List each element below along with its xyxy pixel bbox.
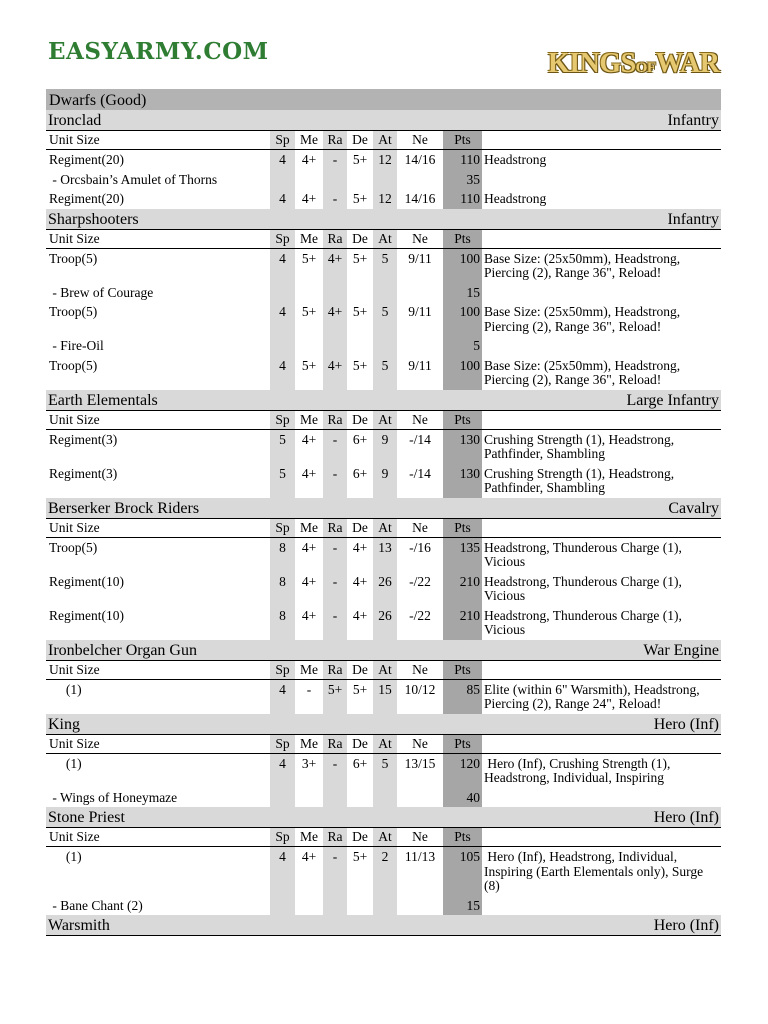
points: 100 (443, 249, 482, 283)
stat-me: 4+ (301, 465, 317, 481)
stat-ne: 9/11 (408, 357, 432, 373)
special-rules: Headstrong, Thunderous Charge (1), Vicious (484, 539, 685, 569)
upgrade-row (46, 788, 721, 808)
unit-name: Warsmith (48, 917, 110, 934)
stat-ne: -/14 (409, 465, 431, 481)
points: 210 (443, 606, 482, 640)
special-rules: Headstrong, Thunderous Charge (1), Vicious (484, 607, 685, 637)
unit-row (46, 356, 721, 390)
stat-sp: 4 (270, 356, 295, 390)
col-me: Me (300, 411, 318, 427)
unit-type: War Engine (643, 641, 719, 659)
special-rules: Hero (Inf), Crushing Strength (1), Headstrong, Individual, Inspiring (484, 755, 674, 785)
stat-ne: -/16 (409, 539, 431, 555)
col-unit-size: Unit Size (49, 829, 100, 844)
col-at: At (373, 661, 397, 679)
stat-sp (270, 896, 295, 916)
special-rules: Base Size: (25x50mm), Headstrong, Piercing (2), Range 36", Reload! (484, 304, 684, 334)
col-sp: Sp (270, 735, 295, 753)
stat-ra: - (323, 430, 347, 464)
unit-type: Infantry (667, 112, 719, 129)
special-rules: Hero (Inf), Headstrong, Individual, Inspiring (Earth Elementals only), Surge (8) (484, 849, 707, 893)
points: 135 (443, 538, 482, 572)
stat-at: 26 (373, 606, 397, 640)
points: 100 (443, 356, 482, 390)
points: 40 (443, 788, 482, 808)
special-rules (482, 788, 721, 808)
special-rules (482, 283, 721, 303)
stat-at: 5 (373, 249, 397, 283)
stat-de: 5+ (352, 191, 368, 206)
col-ne: Ne (412, 519, 428, 535)
stat-ne: -/22 (409, 573, 431, 589)
unit-name: Berserker Brock Riders (48, 499, 200, 517)
stat-de (347, 336, 373, 356)
unit-row (46, 680, 721, 714)
col-ra: Ra (323, 661, 347, 679)
unit-size: - Fire-Oil (49, 338, 104, 353)
stat-ra: - (323, 572, 347, 606)
stat-me (295, 170, 323, 190)
col-pts: Pts (443, 519, 482, 537)
unit-header (46, 714, 721, 735)
unit-name: King (48, 715, 80, 733)
unit-size: Regiment(20) (49, 152, 124, 167)
points: 5 (443, 336, 482, 356)
points: 85 (443, 680, 482, 714)
col-ne: Ne (412, 132, 428, 147)
stat-ra: 4+ (323, 302, 347, 336)
special-rules: Base Size: (25x50mm), Headstrong, Piercing (2), Range 36", Reload! (484, 357, 684, 387)
unit-type: Large Infantry (626, 391, 719, 409)
column-header-row (46, 411, 721, 430)
unit-name: Ironbelcher Organ Gun (48, 641, 197, 659)
points: 120 (443, 754, 482, 788)
stat-ne (397, 896, 443, 916)
points: 130 (443, 464, 482, 498)
col-unit-size: Unit Size (49, 519, 100, 535)
special-rules: Crushing Strength (1), Headstrong, Pathfinder, Shambling (484, 465, 678, 495)
col-me: Me (300, 661, 318, 677)
col-rules (482, 131, 721, 149)
stat-me (295, 336, 323, 356)
stat-me: 3+ (301, 755, 317, 771)
points: 100 (443, 302, 482, 336)
column-header-row (46, 735, 721, 754)
col-de: De (352, 735, 368, 751)
unit-size: Regiment(10) (49, 573, 124, 589)
stat-sp: 4 (270, 150, 295, 170)
col-me: Me (300, 829, 318, 844)
col-sp: Sp (270, 519, 295, 537)
col-unit-size: Unit Size (49, 411, 100, 427)
unit-row (46, 249, 721, 283)
stat-ra: 4+ (323, 356, 347, 390)
stat-de: 6+ (352, 465, 368, 481)
col-ra: Ra (323, 519, 347, 537)
stat-de: 5+ (352, 152, 368, 167)
unit-name: Stone Priest (48, 809, 125, 826)
col-pts: Pts (443, 230, 482, 248)
stat-de (347, 896, 373, 916)
stat-sp: 5 (270, 464, 295, 498)
unit-row (46, 464, 721, 498)
col-rules (482, 230, 721, 248)
stat-de: 5+ (352, 357, 368, 373)
unit-name: Earth Elementals (48, 391, 158, 409)
col-ne: Ne (412, 411, 428, 427)
stat-ne: 9/11 (408, 304, 432, 319)
col-de: De (352, 230, 368, 246)
col-ra: Ra (323, 828, 347, 846)
special-rules: Headstrong, Thunderous Charge (1), Vicious (484, 573, 685, 603)
stat-at: 5 (373, 302, 397, 336)
unit-size: Troop(5) (49, 539, 98, 555)
stat-ne: 10/12 (404, 681, 436, 697)
unit-header (46, 915, 721, 936)
col-rules (482, 828, 721, 846)
stat-sp (270, 336, 295, 356)
stat-ra (323, 788, 347, 808)
stat-ra (323, 896, 347, 916)
stat-sp: 4 (270, 754, 295, 788)
col-sp: Sp (270, 230, 295, 248)
col-rules (482, 519, 721, 537)
stat-ra: - (323, 464, 347, 498)
kings-of-war-logo: KINGSOFWAR (548, 48, 720, 79)
stat-sp: 5 (270, 430, 295, 464)
col-ra: Ra (323, 735, 347, 753)
unit-type: Hero (Inf) (653, 715, 719, 733)
stat-ne (397, 788, 443, 808)
unit-size: Regiment(3) (49, 465, 118, 481)
points: 110 (443, 150, 482, 170)
unit-size: - Wings of Honeymaze (49, 789, 178, 805)
stat-sp: 4 (270, 680, 295, 714)
unit-size: Regiment(10) (49, 607, 124, 623)
col-ra: Ra (323, 230, 347, 248)
unit-row (46, 606, 721, 640)
unit-size: - Bane Chant (2) (49, 897, 143, 913)
stat-me (295, 788, 323, 808)
stat-ra: 5+ (323, 680, 347, 714)
col-pts: Pts (443, 735, 482, 753)
stat-ne (397, 283, 443, 303)
col-at: At (373, 131, 397, 149)
col-de: De (352, 661, 368, 677)
upgrade-row (46, 336, 721, 356)
col-ne: Ne (412, 230, 428, 246)
col-de: De (352, 132, 368, 147)
col-de: De (352, 829, 368, 844)
stat-ra: - (323, 189, 347, 209)
stat-de: 4+ (352, 607, 368, 623)
stat-de (347, 170, 373, 190)
stat-ra (323, 336, 347, 356)
special-rules (482, 170, 721, 190)
unit-size: (1) (49, 755, 82, 771)
unit-header (46, 640, 721, 661)
points: 105 (443, 847, 482, 896)
stat-ne (397, 170, 443, 190)
col-ra: Ra (323, 411, 347, 429)
unit-size: (1) (49, 849, 82, 864)
special-rules: Crushing Strength (1), Headstrong, Pathfinder, Shambling (484, 431, 678, 461)
stat-de: 5+ (352, 681, 368, 697)
stat-ne: 13/15 (404, 755, 436, 771)
col-rules (482, 411, 721, 429)
stat-me: 4+ (301, 152, 317, 167)
stat-me: 5+ (301, 250, 317, 266)
stat-me: 4+ (301, 539, 317, 555)
col-unit-size: Unit Size (49, 661, 100, 677)
unit-name: Ironclad (48, 112, 102, 129)
army-title: Dwarfs (Good) (46, 89, 721, 110)
unit-size: Troop(5) (49, 250, 98, 266)
unit-size: Troop(5) (49, 304, 98, 319)
stat-ra (323, 283, 347, 303)
unit-size: Regiment(3) (49, 431, 118, 447)
stat-sp: 4 (270, 249, 295, 283)
stat-de: 5+ (352, 250, 368, 266)
unit-row (46, 430, 721, 464)
col-sp: Sp (270, 828, 295, 846)
army-roster (46, 89, 721, 936)
stat-de: 5+ (352, 304, 368, 319)
stat-ra (323, 170, 347, 190)
brand-title: EASYARMY.COM (48, 38, 269, 65)
col-me: Me (300, 519, 318, 535)
upgrade-row (46, 896, 721, 916)
col-ne: Ne (412, 829, 428, 844)
special-rules: Headstrong (484, 152, 547, 167)
stat-me: 4+ (301, 573, 317, 589)
col-me: Me (300, 230, 318, 246)
unit-row (46, 847, 721, 896)
column-header-row (46, 519, 721, 538)
stat-at (373, 170, 397, 190)
stat-at: 2 (373, 847, 397, 896)
unit-type: Hero (Inf) (653, 809, 719, 826)
points: 15 (443, 896, 482, 916)
unit-row (46, 538, 721, 572)
col-unit-size: Unit Size (49, 132, 100, 147)
stat-at: 12 (373, 150, 397, 170)
unit-size: (1) (49, 681, 82, 697)
unit-header (46, 807, 721, 828)
col-pts: Pts (443, 661, 482, 679)
stat-at: 5 (373, 356, 397, 390)
col-me: Me (300, 132, 318, 147)
stat-at: 9 (373, 464, 397, 498)
stat-me: 5+ (301, 304, 317, 319)
col-pts: Pts (443, 131, 482, 149)
col-ne: Ne (412, 661, 428, 677)
upgrade-row (46, 283, 721, 303)
unit-size: - Brew of Courage (49, 284, 154, 300)
points: 210 (443, 572, 482, 606)
unit-type: Cavalry (668, 499, 719, 517)
unit-name: Sharpshooters (48, 210, 139, 228)
unit-size: - Orcsbain’s Amulet of Thorns (49, 171, 218, 187)
stat-me: 4+ (301, 191, 317, 206)
special-rules (482, 336, 721, 356)
unit-header (46, 498, 721, 519)
stat-de: 5+ (352, 849, 368, 864)
col-unit-size: Unit Size (49, 230, 100, 246)
stat-sp: 4 (270, 302, 295, 336)
stat-ra: - (323, 150, 347, 170)
stat-ne: 14/16 (404, 191, 436, 206)
column-header-row (46, 828, 721, 847)
stat-me: 5+ (301, 357, 317, 373)
stat-ra: 4+ (323, 249, 347, 283)
stat-ne: -/22 (409, 607, 431, 623)
stat-me: 4+ (301, 607, 317, 623)
unit-row (46, 189, 721, 209)
stat-sp: 4 (270, 847, 295, 896)
col-sp: Sp (270, 411, 295, 429)
stat-me: - (306, 681, 312, 697)
stat-ra: - (323, 847, 347, 896)
col-de: De (352, 519, 368, 535)
unit-row (46, 150, 721, 170)
stat-ne: 9/11 (408, 250, 432, 266)
special-rules (482, 896, 721, 916)
stat-me: 4+ (301, 431, 317, 447)
col-unit-size: Unit Size (49, 735, 100, 751)
stat-at: 12 (373, 189, 397, 209)
points: 130 (443, 430, 482, 464)
stat-at: 15 (373, 680, 397, 714)
col-sp: Sp (270, 661, 295, 679)
stat-me: 4+ (301, 849, 317, 864)
unit-type: Hero (Inf) (653, 917, 719, 934)
stat-ne: 11/13 (404, 849, 436, 864)
stat-at: 9 (373, 430, 397, 464)
col-de: De (352, 411, 368, 427)
unit-header (46, 110, 721, 131)
stat-at: 5 (373, 754, 397, 788)
stat-sp (270, 170, 295, 190)
special-rules: Elite (within 6" Warsmith), Headstrong, Piercing (2), Range 24", Reload! (484, 681, 704, 711)
stat-sp: 8 (270, 572, 295, 606)
stat-de: 4+ (352, 573, 368, 589)
stat-ne (397, 336, 443, 356)
stat-sp: 8 (270, 538, 295, 572)
stat-ne: -/14 (409, 431, 431, 447)
unit-size: Troop(5) (49, 357, 98, 373)
col-ra: Ra (323, 131, 347, 149)
col-at: At (373, 230, 397, 248)
stat-at (373, 788, 397, 808)
points: 35 (443, 170, 482, 190)
col-pts: Pts (443, 411, 482, 429)
col-at: At (373, 828, 397, 846)
col-sp: Sp (270, 131, 295, 149)
points: 110 (443, 189, 482, 209)
stat-ne: 14/16 (404, 152, 436, 167)
stat-de: 4+ (352, 539, 368, 555)
upgrade-row (46, 170, 721, 190)
stat-de (347, 788, 373, 808)
special-rules: Base Size: (25x50mm), Headstrong, Piercing (2), Range 36", Reload! (484, 250, 684, 280)
col-rules (482, 661, 721, 679)
unit-size: Regiment(20) (49, 191, 124, 206)
points: 15 (443, 283, 482, 303)
col-at: At (373, 519, 397, 537)
stat-at: 26 (373, 572, 397, 606)
col-at: At (373, 735, 397, 753)
unit-row (46, 754, 721, 788)
col-ne: Ne (412, 735, 428, 751)
column-header-row (46, 661, 721, 680)
column-header-row (46, 230, 721, 249)
stat-ra: - (323, 538, 347, 572)
stat-me (295, 283, 323, 303)
col-pts: Pts (443, 828, 482, 846)
stat-sp: 4 (270, 189, 295, 209)
col-at: At (373, 411, 397, 429)
unit-header (46, 390, 721, 411)
unit-header (46, 209, 721, 230)
col-me: Me (300, 735, 318, 751)
column-header-row (46, 131, 721, 150)
stat-at (373, 283, 397, 303)
special-rules: Headstrong (484, 191, 547, 206)
stat-at (373, 336, 397, 356)
unit-row (46, 572, 721, 606)
stat-sp: 8 (270, 606, 295, 640)
stat-sp (270, 788, 295, 808)
stat-de (347, 283, 373, 303)
col-rules (482, 735, 721, 753)
unit-type: Infantry (667, 210, 719, 228)
stat-de: 6+ (352, 431, 368, 447)
stat-sp (270, 283, 295, 303)
stat-ra: - (323, 606, 347, 640)
stat-me (295, 896, 323, 916)
unit-row (46, 302, 721, 336)
stat-at (373, 896, 397, 916)
stat-ra: - (323, 754, 347, 788)
stat-de: 6+ (352, 755, 368, 771)
stat-at: 13 (373, 538, 397, 572)
